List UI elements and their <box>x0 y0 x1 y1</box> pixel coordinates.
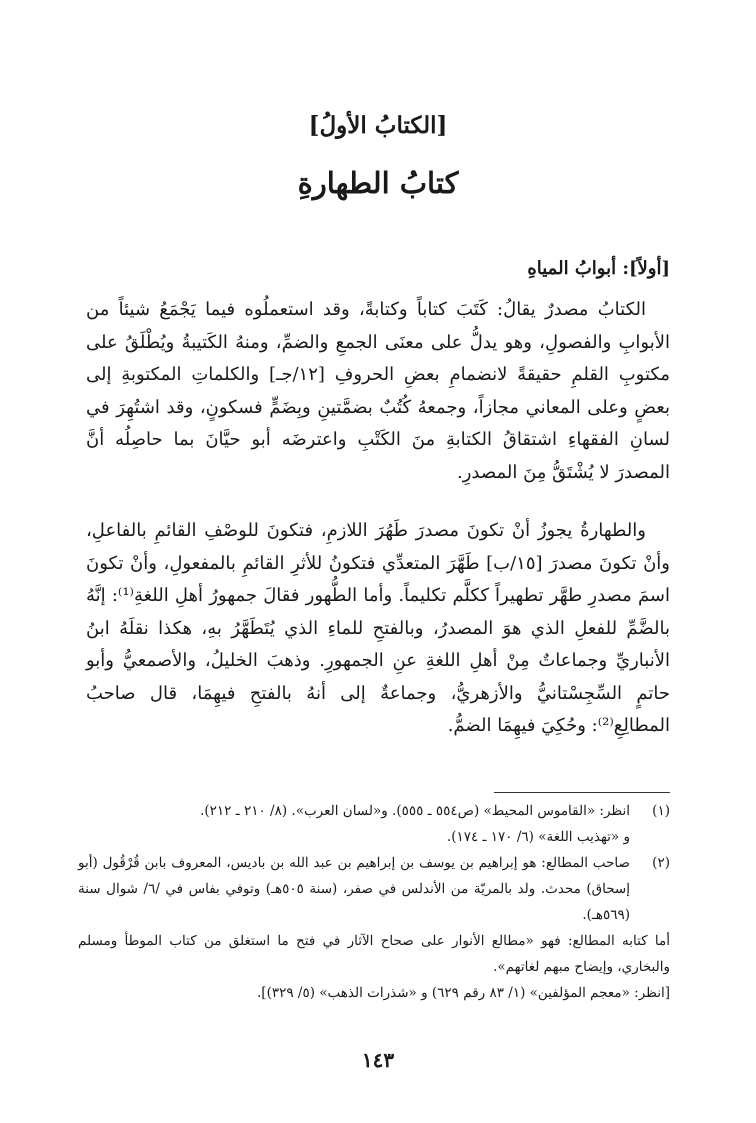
footnote-body <box>78 850 630 928</box>
footnote-2 <box>78 850 670 928</box>
footnote-number: (١) <box>652 803 670 819</box>
page-number: ١٤٣ <box>361 1048 395 1072</box>
footnotes-section <box>78 798 670 1006</box>
footnote-number: (٢) <box>652 855 670 871</box>
footnote-reference: [انظر: «معجم المؤلفين» (١/ ٨٣ رقم ٦٢٩) و «شذرات الذهب» (٥/ ٣٢٩)]. <box>257 985 670 1001</box>
chapter-title: كتابُ الطهارةِ <box>297 166 459 200</box>
footnote-line: و «تهذيب اللغة» (٦/ ١٧٠ ـ ١٧٤). <box>446 829 630 845</box>
footnote-1 <box>78 798 670 850</box>
footnote-body <box>78 798 630 850</box>
footnote-divider <box>494 792 670 793</box>
book-title: [الكتابُ الأولُ] <box>308 112 448 139</box>
footnote-continuation: أما كتابه المطالع: فهو «مطالع الأنوار على صحاح الآثار في فتح ما استغلق من كتاب الموطأ ومسلم والبخاري، وإيضاح مبهم لغاتهم». <box>78 933 670 975</box>
section-heading: [أولاً]: أبوابُ المياهِ <box>527 258 670 279</box>
footnote-line: صاحب المطالع: هو إبراهيم بن يوسف بن إبراهيم بن عبد الله بن باديس، المعروف بابن قُرْقُول (أبو إسحاق) محدث. ولد بالمريّة من الأندلس في صفر، (سنة ٥٠٥هـ) وتوفي بفاس في /٦/ شوال سنة (٥٦٩هـ). <box>78 855 630 923</box>
body-paragraph-1: الكتابُ مصدرٌ يقالُ: كَتَبَ كتاباً وكتابةً، وقد استعملُوه فيما يَجْمَعُ شيئاً من الأبوابِ والفصولِ، وهو يدلُّ على معنَى الجمعِ والضمِّ، ومنهُ الكَتيبةُ ويُطْلَقُ على مكتوبِ القلمِ حقيقةً لانضمامِ بعضِ الحروفِ [١٢/جـ] والكلماتِ المكتوبةِ إلى بعضٍ وعلى المعاني مجازاً، وجمعهُ كُتُبٌ بضمَّتينِ وبِضَمٍّ فسكونٍ، وقد اشتُهِرَ في لسانِ الفقهاءِ اشتقاقُ الكتابةِ منَ الكَتْبِ واعترضَه أبو حيَّانَ بما حاصِلُه أنَّ المصدرَ لا يُشْتَقُّ مِنَ المصدرِ. <box>86 299 670 483</box>
footnote-line: انظر: «القاموس المحيط» (ص٥٥٤ ـ ٥٥٥). و«لسان العرب». (٨/ ٢١٠ ـ ٢١٢). <box>200 803 630 819</box>
body-paragraph-2: والطهارةُ يجوزُ أنْ تكونَ مصدرَ طَهُرَ اللازمِ، فتكونَ للوصْفِ القائمِ بالفاعلِ، وأنْ تكونَ مصدرَ [١٥/ب] طَهَّرَ المتعدِّي فتكونُ للأثرِ القائمِ بالمفعولِ، وأنْ تكونَ اسمَ مصدرِ طهَّر تطهيراً ككلَّم تكليماً. وأما الطُّهور فقالَ جمهورُ أهلِ اللغةِ⁽¹⁾: إنَّهُ بالضَّمِّ للفعلِ الذي هوَ المصدرُ، وبالفتحِ للماءِ الذي يُتَطَهَّرُ بهِ، هكذا نقلَهُ ابنُ الأنباريِّ وجماعاتٌ مِنْ أهلِ اللغةِ عنِ الجمهورِ. وذهبَ الخليلُ، والأصمعيُّ وأبو حاتمٍ السِّجِسْتانيُّ والأزهريُّ، وجماعةٌ إلى أنهُ بالفتحِ فيهِمَا، قال صاحبُ المطالِعِ⁽²⁾: وحُكِيَ فيهِمَا الضمُّ. <box>86 520 671 736</box>
